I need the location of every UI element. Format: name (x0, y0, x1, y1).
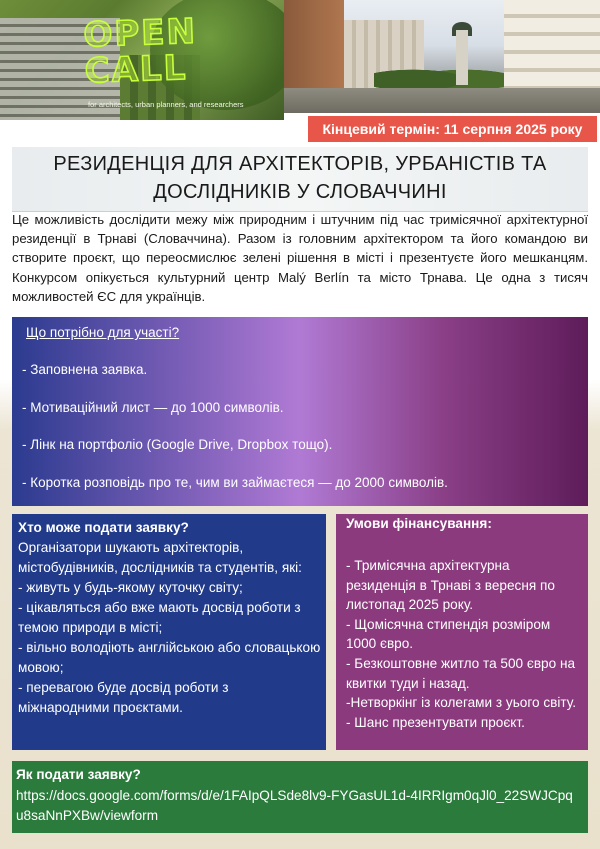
open-call-subtitle: for architects, urban planners, and researchers (88, 100, 244, 109)
eligibility-box (12, 514, 326, 750)
requirements-box (12, 317, 588, 506)
apply-title: Як подати заявку? (16, 767, 141, 782)
funding-text: - Тримісячна архітектурна резиденція в Трнаві з вересня по листопад 2025 року. - Щомісячна стипендія розміром 1000 євро. - Безкоштовне житло та 500 євро на квитки туди і назад. -Нетворкінг із колегами з уього світу. - Шанс презентувати проєкт. (346, 558, 576, 730)
deadline-banner: Кінцевий термін: 11 серпня 2025 року (308, 116, 597, 142)
hero-photo-right (284, 0, 600, 113)
list-item: - Заповнена заявка. (22, 362, 148, 377)
page-title: РЕЗИДЕНЦІЯ ДЛЯ АРХІТЕКТОРІВ, УРБАНІСТІВ ТА ДОСЛІДНИКІВ У СЛОВАЧЧИНІ (53, 153, 547, 203)
hero-photo-left (0, 0, 284, 120)
open-call-logo: OPEN CALL (82, 11, 198, 92)
intro-paragraph: Це можливість дослідити межу між природним і штучним під час тримісячної архітектурної резиденції в Трнаві (Словаччина). Разом із головним архітектором та його командою ви створите проєкт, що переосмислює зелені рішення в місті і презентуєте його мешканцям. Конкурсом опікується культурний центр Malý Berlín та місто Трнава. Це одна з тисяч можливостей ЄС для українців. (12, 212, 588, 304)
apply-box (12, 761, 588, 833)
list-item: - Мотиваційний лист — до 1000 символів. (22, 399, 284, 415)
list-item: - Коротка розповідь про те, чим ви займаєтеся — до 2000 символів. (22, 474, 448, 490)
list-item: - Лінк на портфоліо (Google Drive, Dropbox тощо). (22, 437, 333, 452)
eligibility-text: Організатори шукають архітекторів, містобудівників, дослідників та студентів, які: - живуть у будь-якому куточку світу; - цікавляться або вже мають досвід роботи з темою природи в місті; - вільно володіють англійською або словацькою мовою; - перевагою буде досвід роботи з міжнародними проєктами. (18, 540, 321, 715)
requirements-list (22, 361, 578, 511)
requirements-heading: Що потрібно для участі? (26, 325, 180, 340)
funding-box (336, 514, 588, 750)
eligibility-title: Хто може подати заявку? (18, 520, 189, 535)
application-form-link[interactable]: https://docs.google.com/forms/d/e/1FAIpQLSde8lv9-FYGasUL1d-4IRRIgm0qJl0_22SWJCpqu8saNnPXBw/viewform (16, 788, 573, 823)
funding-title: Умови фінансування: (346, 516, 492, 531)
